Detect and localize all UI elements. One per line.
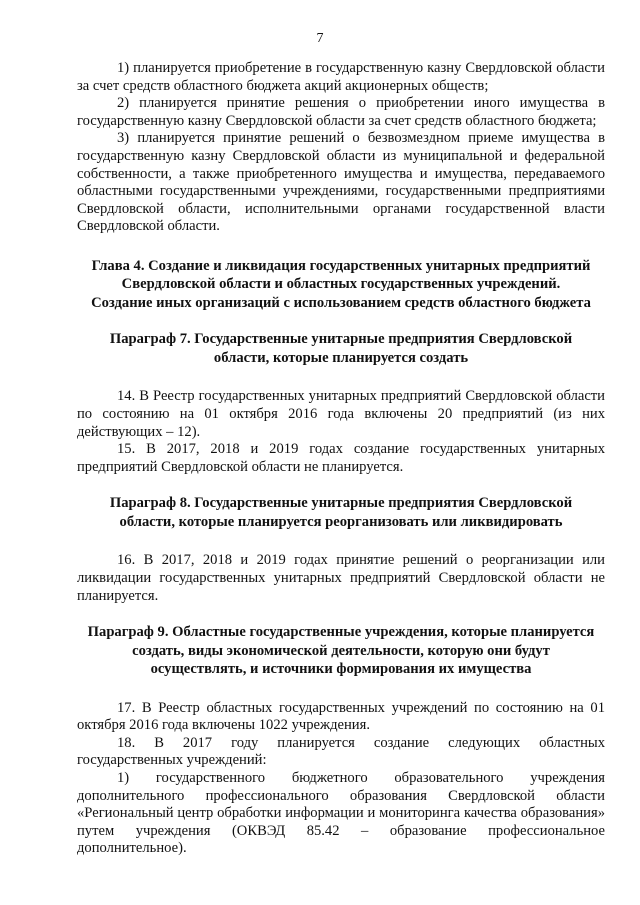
paragraph-17: 17. В Реестр областных государственных учреждений по состоянию на 01 октября 2016 года включены 1022 учреждения. [77,699,605,734]
heading-line: создать, виды экономической деятельности, которую они будут [132,642,550,659]
paragraph-item-3: 3) планируется принятие решений о безвозмездном приеме имущества в государственную казну Свердловской области из муниципальной и федеральной собственности, а также приобретенного имущества и имущества, передаваемого областными государственными учреждениями, государственными предприятиями Свердловской области, исполнительными органами государственной власти Свердловской области. [77,130,605,235]
paragraph-16: 16. В 2017, 2018 и 2019 годах принятие решений о реорганизации или ликвидации государственных унитарных предприятий Свердловской области не планируется. [77,552,605,604]
paragraph-18-item-1: 1) государственного бюджетного образовательного учреждения дополнительного профессионального образования Свердловской области «Региональный центр обработки информации и мониторинга качества образования» путем учреждения (ОКВЭД 85.42 – образование профессиональное дополнительное). [77,770,605,857]
paragraph-15: 15. В 2017, 2018 и 2019 годах создание государственных унитарных предприятий Свердловской области не планируется. [77,441,605,475]
heading-line: Параграф 8. Государственные унитарные предприятия Свердловской [109,495,573,512]
heading-line: Глава 4. Создание и ликвидация государственных унитарных предприятий [91,257,591,274]
page-number: 7 [316,31,324,46]
paragraph-item-1: 1) планируется приобретение в государственную казну Свердловской области за счет средств областного бюджета акций акционерных обществ; [77,60,605,94]
heading-line: Свердловской области и областных государственных учреждений. [121,276,561,293]
paragraph-14: 14. В Реестр государственных унитарных предприятий Свердловской области по состоянию на 01 октября 2016 года включены 20 предприятий (из них действующих – 12). [77,388,605,440]
heading-line: Создание иных организаций с использованием средств областного бюджета [91,294,591,311]
heading-line: Параграф 7. Государственные унитарные предприятия Свердловской [109,331,573,348]
heading-line: Параграф 9. Областные государственные учреждения, которые планируется [87,624,595,641]
paragraph-18: 18. В 2017 году планируется создание следующих областных государственных учреждений: [77,734,605,769]
chapter-4-heading [77,257,605,313]
document-body [77,60,605,858]
heading-line: осуществлять, и источники формирования их имущества [150,661,532,678]
heading-line: области, которые планируется создать [213,349,469,366]
heading-line: области, которые планируется реорганизовать или ликвидировать [119,513,563,530]
paragraph-item-2: 2) планируется принятие решения о приобретении иного имущества в государственную казну Свердловской области за счет средств областного бюджета; [77,95,605,129]
paragraph-8-heading [77,494,605,531]
paragraph-7-heading [77,330,605,367]
paragraph-9-heading [77,623,605,679]
